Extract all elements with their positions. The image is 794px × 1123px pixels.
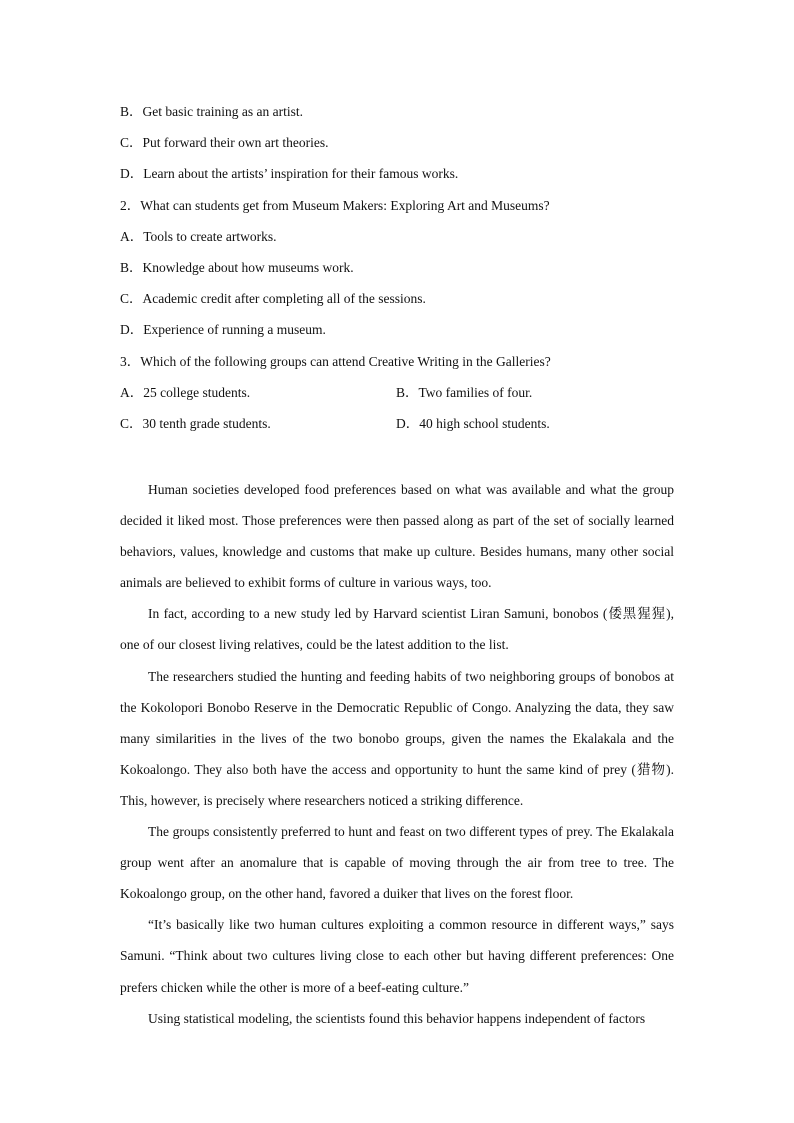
q3-options-row-2 bbox=[120, 413, 680, 444]
question-section bbox=[120, 101, 680, 444]
reading-passage bbox=[120, 474, 674, 1034]
q2-option-d: D．Experience of running a museum. bbox=[120, 322, 326, 338]
passage-paragraph: In fact, according to a new study led by Harvard scientist Liran Samuni, bonobos (倭黑猩猩), one of our closest living relatives, could be the latest addition to the list. bbox=[120, 606, 674, 653]
passage-paragraph: “It’s basically like two human cultures exploiting a common resource in different ways,” says Samuni. “Think about two cultures living close to each other but having different preferences: One prefers chicken while the other is more of a beef-eating culture.” bbox=[120, 917, 674, 995]
q1-option-d: D．Learn about the artists’ inspiration for their famous works. bbox=[120, 166, 459, 182]
passage-paragraph: The researchers studied the hunting and feeding habits of two neighboring groups of bonobos at the Kokolopori Bonobo Reserve in the Democratic Republic of Congo. Analyzing the data, they saw many similarities in the lives of the two bonobo groups, given the names the Ekalakala and the Kokoalongo. They also both have the access and opportunity to hunt the same kind of prey (猎物). This, however, is precisely where researchers noticed a striking difference. bbox=[120, 668, 674, 808]
q3-option-c: C．30 tenth grade students. bbox=[120, 415, 271, 431]
q3-stem: 3．Which of the following groups can attend Creative Writing in the Galleries? bbox=[120, 353, 551, 369]
passage-paragraph: Human societies developed food preferences based on what was available and what the group decided it liked most. Those preferences were then passed along as part of the set of socially learned behaviors, values, knowledge and customs that make up culture. Besides humans, many other social animals are believed to exhibit forms of culture in various ways, too. bbox=[120, 482, 674, 591]
passage-paragraph: The groups consistently preferred to hunt and feast on two different types of prey. The Ekalakala group went after an anomalure that is capable of moving through the air from tree to tree. The Kokoalongo group, on the other hand, favored a duiker that lives on the forest floor. bbox=[120, 824, 674, 902]
q2-option-a: A．Tools to create artworks. bbox=[120, 228, 277, 244]
passage-paragraph: Using statistical modeling, the scientists found this behavior happens independent of factors bbox=[148, 1010, 646, 1026]
q2-stem: 2．What can students get from Museum Makers: Exploring Art and Museums? bbox=[120, 197, 550, 213]
q1-option-c: C．Put forward their own art theories. bbox=[120, 135, 329, 151]
q3-option-d: D．40 high school students. bbox=[396, 415, 550, 431]
q3-option-b: B．Two families of four. bbox=[396, 384, 533, 400]
q3-option-a: A．25 college students. bbox=[120, 384, 251, 400]
q2-option-b: B．Knowledge about how museums work. bbox=[120, 259, 354, 275]
q2-option-c: C．Academic credit after completing all of the sessions. bbox=[120, 291, 426, 307]
q3-options-row-1 bbox=[120, 382, 680, 413]
q1-option-b: B．Get basic training as an artist. bbox=[120, 104, 303, 119]
